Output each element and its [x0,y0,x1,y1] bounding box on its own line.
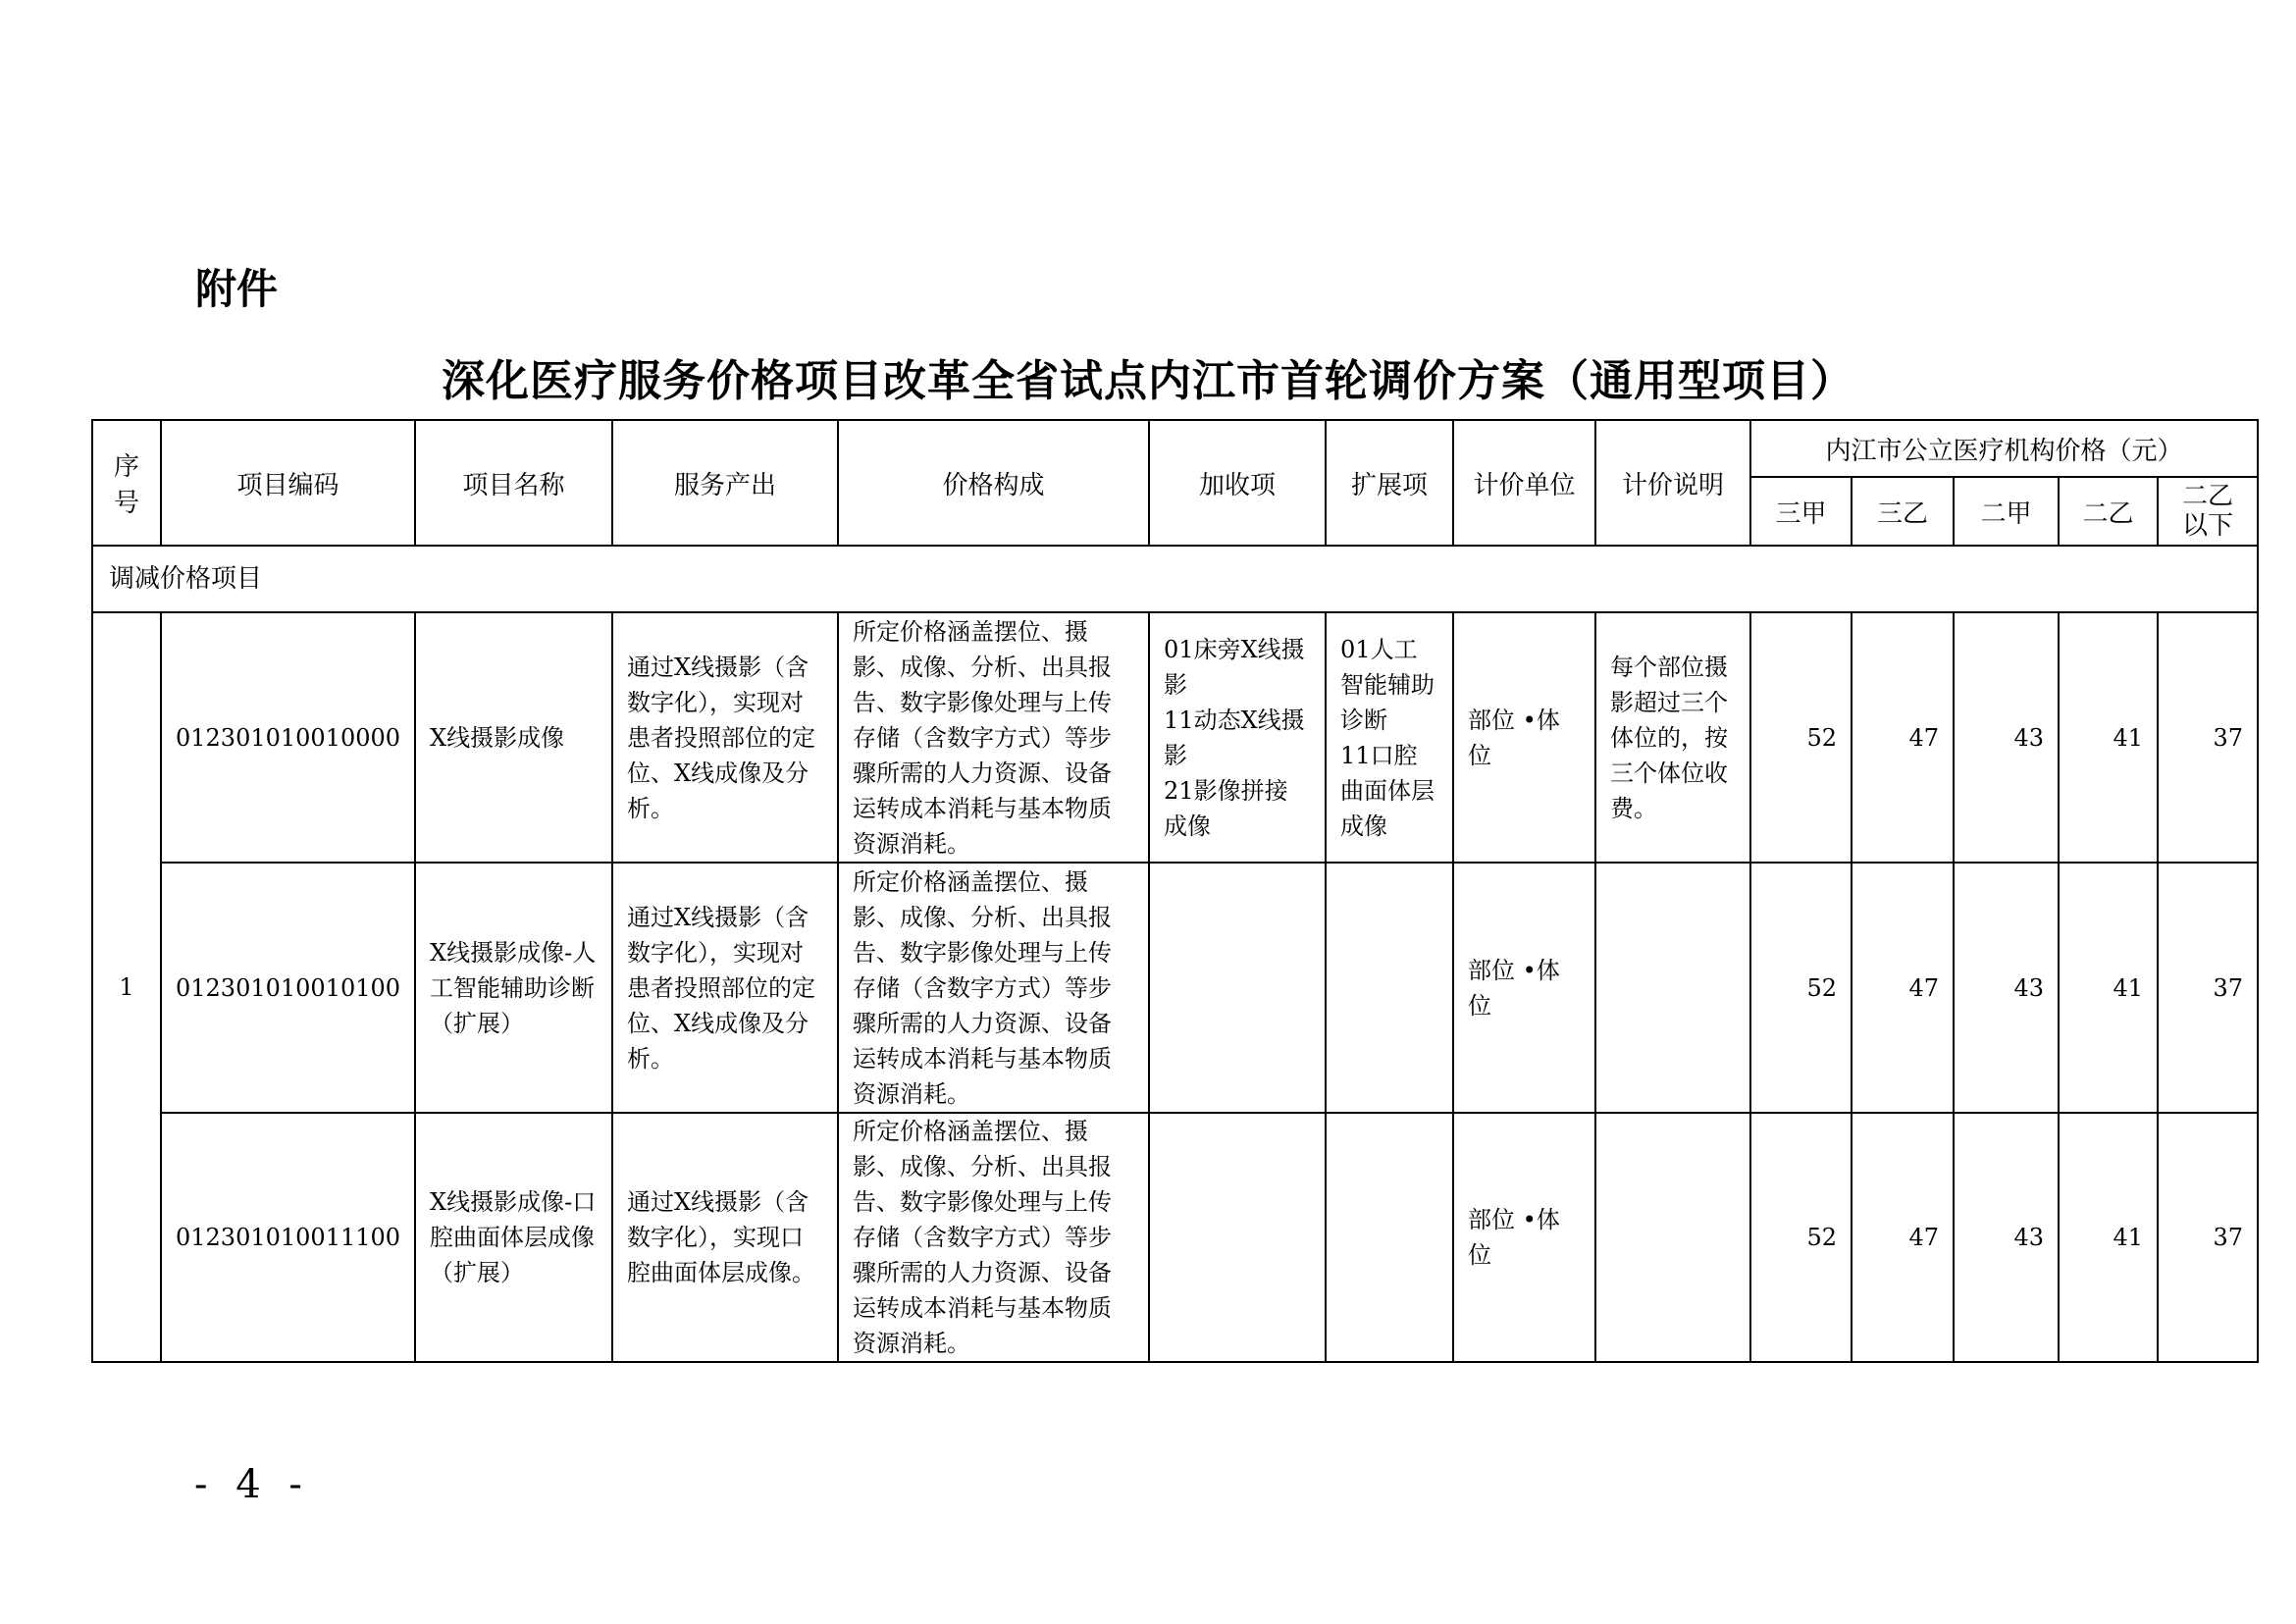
service-output: 通过X线摄影（含数字化），实现口腔曲面体层成像。 [612,1113,838,1362]
price-grade-3: 43 [1954,863,2059,1113]
price-grade-2: 47 [1852,612,1954,863]
price-grade-5: 37 [2158,1113,2258,1362]
item-name: X线摄影成像 [415,612,612,863]
surcharge-items [1149,1113,1326,1362]
item-name: X线摄影成像-口腔曲面体层成像（扩展） [415,1113,612,1362]
price-grade-1: 52 [1750,612,1852,863]
price-table [91,419,2259,1363]
extension-items [1326,863,1453,1113]
price-grade-2: 47 [1852,1113,1954,1362]
header-unit: 计价单位 [1453,420,1595,546]
header-surcharge: 加收项 [1149,420,1326,546]
price-composition: 所定价格涵盖摆位、摄影、成像、分析、出具报告、数字影像处理与上传存储（含数字方式）等步骤所需的人力资源、设备运转成本消耗与基本物质资源消耗。 [838,863,1149,1113]
price-grade-3: 43 [1954,612,2059,863]
header-code: 项目编码 [161,420,415,546]
header-seq-top: 序 [113,452,139,482]
price-grade-5: 37 [2158,863,2258,1113]
price-grade-3: 43 [1954,1113,2059,1362]
table-row [92,612,2258,863]
header-output: 服务产出 [612,420,838,546]
surcharge-items: 01床旁X线摄影 11动态X线摄影 21影像拼接成像 [1149,612,1326,863]
document-title: 深化医疗服务价格项目改革全省试点内江市首轮调价方案（通用型项目） [442,356,1854,406]
header-seq-bottom: 号 [113,489,139,518]
header-grade-5-top: 二乙 [2182,482,2234,511]
header-grade-5 [2158,477,2258,546]
price-grade-1: 52 [1750,863,1852,1113]
attachment-label: 附件 [195,265,279,313]
header-composition: 价格构成 [838,420,1149,546]
item-code: 012301010010000 [161,612,415,863]
item-code: 012301010010100 [161,863,415,1113]
header-name: 项目名称 [415,420,612,546]
pricing-unit: 部位 •体位 [1453,1113,1595,1362]
header-note: 计价说明 [1595,420,1750,546]
table-row [92,1113,2258,1362]
service-output: 通过X线摄影（含数字化），实现对患者投照部位的定位、X线成像及分析。 [612,612,838,863]
header-grade-5-bottom: 以下 [2182,511,2234,541]
header-extension: 扩展项 [1326,420,1453,546]
price-grade-5: 37 [2158,612,2258,863]
price-grade-4: 41 [2059,612,2158,863]
extension-items: 01人工智能辅助诊断 11口腔曲面体层成像 [1326,612,1453,863]
header-grade-2: 三乙 [1852,477,1954,546]
price-composition: 所定价格涵盖摆位、摄影、成像、分析、出具报告、数字影像处理与上传存储（含数字方式）等步骤所需的人力资源、设备运转成本消耗与基本物质资源消耗。 [838,1113,1149,1362]
pricing-note [1595,863,1750,1113]
item-name: X线摄影成像-人工智能辅助诊断（扩展） [415,863,612,1113]
price-grade-2: 47 [1852,863,1954,1113]
pricing-note [1595,1113,1750,1362]
section-label: 调减价格项目 [92,546,2258,612]
pricing-unit: 部位 •体位 [1453,863,1595,1113]
surcharge-items [1149,863,1326,1113]
price-grade-4: 41 [2059,863,2158,1113]
table-row [92,863,2258,1113]
seq-number: 1 [92,612,161,1362]
header-grade-3: 二甲 [1954,477,2059,546]
price-composition: 所定价格涵盖摆位、摄影、成像、分析、出具报告、数字影像处理与上传存储（含数字方式）等步骤所需的人力资源、设备运转成本消耗与基本物质资源消耗。 [838,612,1149,863]
price-grade-4: 41 [2059,1113,2158,1362]
page-number: - 4 - [194,1462,310,1507]
header-grade-1: 三甲 [1750,477,1852,546]
header-grade-4: 二乙 [2059,477,2158,546]
item-code: 012301010011100 [161,1113,415,1362]
pricing-note: 每个部位摄影超过三个体位的，按三个体位收费。 [1595,612,1750,863]
header-price-group: 内江市公立医疗机构价格（元） [1750,420,2258,477]
extension-items [1326,1113,1453,1362]
price-grade-1: 52 [1750,1113,1852,1362]
service-output: 通过X线摄影（含数字化），实现对患者投照部位的定位、X线成像及分析。 [612,863,838,1113]
pricing-unit: 部位 •体位 [1453,612,1595,863]
header-seq [92,420,161,546]
